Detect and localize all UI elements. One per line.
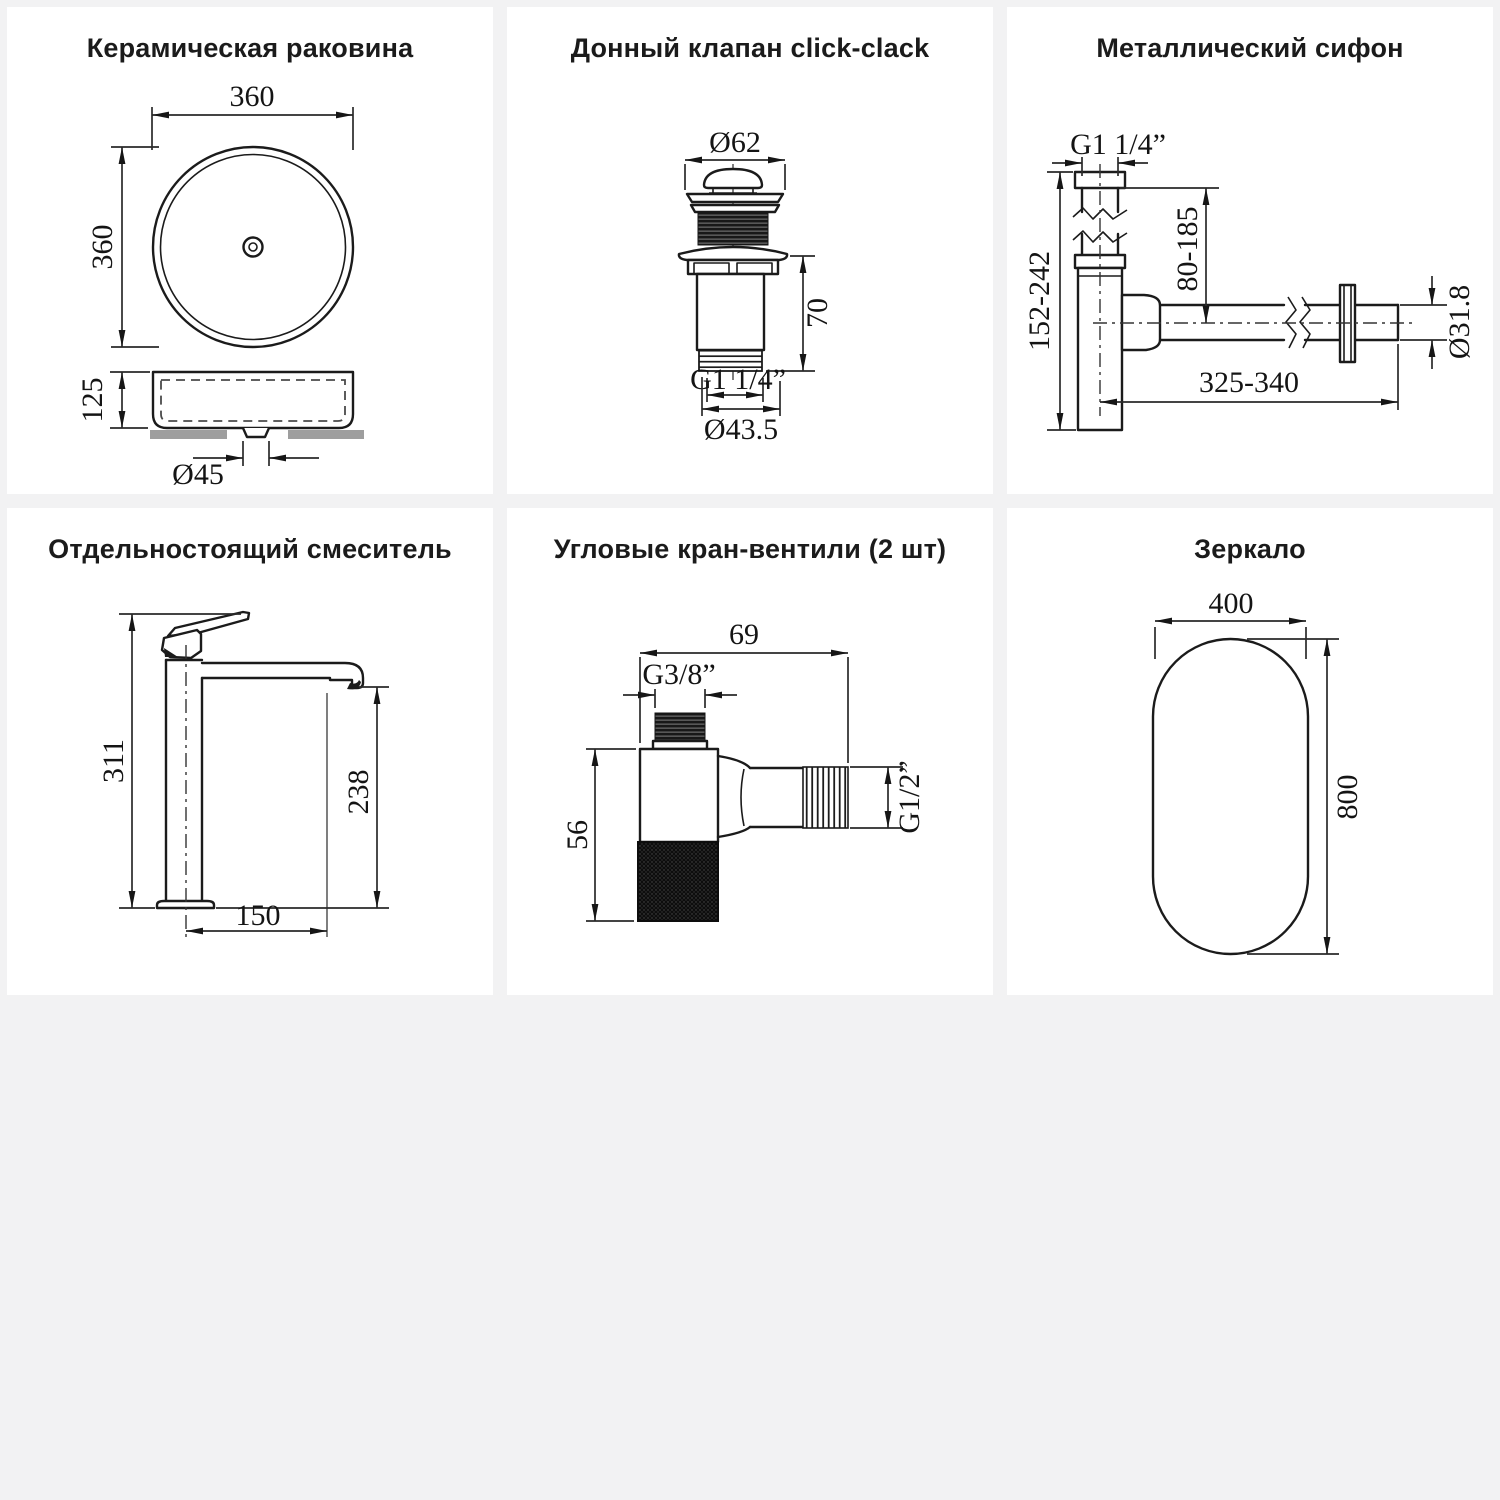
- panel-click-clack: [507, 7, 993, 494]
- angle-valve-drawing: [507, 585, 993, 995]
- sink-dim-height: [76, 372, 150, 428]
- sink-side-view: [150, 372, 364, 439]
- mirror-dim-width: [1155, 587, 1306, 659]
- panel-siphon-title: Металлический сифон: [1096, 33, 1404, 63]
- valve-body: [679, 164, 787, 380]
- mixer-drawing: [7, 585, 493, 995]
- sink-dim-top-width: [152, 84, 353, 150]
- dim-label-angle-inlet: G3/8”: [642, 658, 716, 691]
- click-clack-drawing: [507, 84, 993, 494]
- dim-label-siphon-inlet-depth: 80-185: [1171, 206, 1204, 292]
- panel-mixer: [7, 508, 493, 995]
- panel-angle-valve-title: Угловые кран-вентили (2 шт): [553, 534, 947, 564]
- mirror-drawing: [1007, 585, 1493, 995]
- dim-label-sink-width: 360: [229, 84, 275, 113]
- mixer-dim-spout-height: [216, 687, 389, 908]
- mirror-body: [1153, 639, 1308, 954]
- dim-label-mirror-height: 800: [1331, 774, 1364, 820]
- sink-drawing: [7, 84, 493, 494]
- dim-label-valve-thread: G1 1/4”: [690, 363, 786, 396]
- siphon-dim-height: [1023, 172, 1076, 430]
- angle-valve-dim-outlet: [850, 760, 926, 833]
- dim-label-sink-depth: 360: [86, 224, 119, 270]
- panel-angle-valve: [507, 508, 993, 995]
- dim-label-mirror-width: 400: [1208, 587, 1254, 620]
- angle-valve-dim-height: [561, 749, 636, 921]
- dim-label-siphon-inlet: G1 1/4”: [1070, 128, 1166, 161]
- mixer-body: [157, 612, 363, 937]
- valve-dim-thread: [690, 363, 786, 402]
- angle-valve-body: [638, 713, 848, 921]
- dim-label-angle-outlet: G1/2”: [893, 760, 926, 834]
- dim-label-valve-height: 70: [801, 298, 834, 328]
- dim-label-angle-length: 69: [729, 618, 759, 651]
- panel-sink: [7, 7, 493, 494]
- panel-siphon: [1007, 7, 1493, 494]
- siphon-drawing: [1007, 84, 1493, 494]
- panel-mirror: [1007, 508, 1493, 995]
- dim-label-angle-height: 56: [561, 820, 594, 850]
- mixer-dim-total-height: [97, 614, 241, 908]
- sink-drain-stub: [243, 428, 269, 437]
- dim-label-mixer-spout-height: 238: [342, 769, 375, 815]
- dim-label-siphon-pipe: Ø31.8: [1443, 284, 1476, 360]
- dim-label-mixer-height: 311: [97, 739, 130, 783]
- panel-click-clack-title: Донный клапан click-clack: [570, 33, 930, 63]
- sink-dim-drain: [172, 441, 319, 491]
- sink-pad-left: [150, 430, 227, 439]
- dim-label-siphon-length: 325-340: [1199, 366, 1299, 399]
- mirror-dim-height: [1247, 639, 1364, 954]
- dim-label-mixer-reach: 150: [235, 899, 281, 932]
- panel-mixer-title: Отдельностоящий смеситель: [48, 534, 452, 564]
- siphon-dim-inlet: [1052, 128, 1166, 176]
- sink-pad-right: [288, 430, 364, 439]
- panel-mirror-title: Зеркало: [1194, 534, 1306, 564]
- dim-label-valve-flange: Ø43.5: [703, 413, 779, 446]
- sink-dim-side-width: [86, 147, 159, 347]
- dim-label-siphon-height: 152-242: [1023, 251, 1056, 351]
- dim-label-sink-drain: Ø45: [172, 458, 224, 491]
- sink-top-view: [153, 147, 353, 347]
- dim-label-sink-height: 125: [76, 377, 109, 423]
- dim-label-valve-cap: Ø62: [709, 126, 761, 159]
- panel-sink-title: Керамическая раковина: [86, 33, 414, 63]
